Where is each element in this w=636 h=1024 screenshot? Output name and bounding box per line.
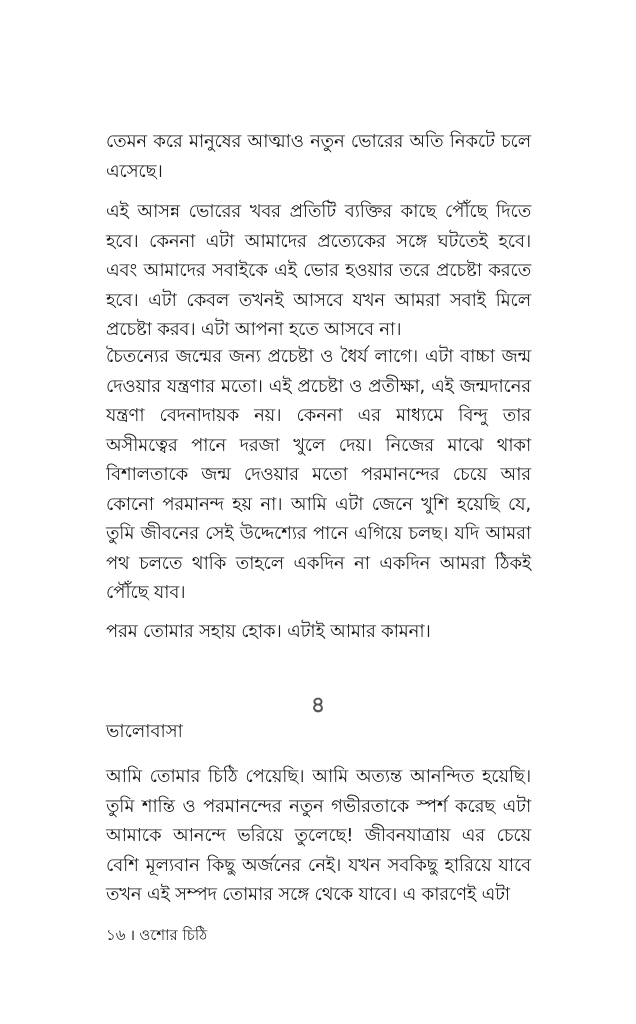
paragraph: আমি তোমার চিঠি পেয়েছি। আমি অত্যন্ত আনন্দিত হয়েছি। তুমি শান্তি ও পরমানন্দের নতুন গভীরতাকে স্পর্শ করেছ এটা আমাকে আনন্দে ভরিয়ে তুলেছে! জীবনযাত্রায় এর চেয়ে বেশি মূল্যবান কিছু অর্জনের নেই। যখন সবকিছু হারিয়ে যাবে তখন এই সম্পদ তোমার সঙ্গে থেকে যাবে। এ কারণেই এটা [106,766,531,905]
page-footer [106,924,207,949]
chapter-number: ৪ [310,693,326,718]
footer-separator: । [129,926,136,944]
book-title: ওশোর চিঠি [139,926,208,944]
paragraph: চৈতন্যের জন্মের জন্য প্রচেষ্টা ও ধৈর্য লাগে। এটা বাচ্চা জন্ম দেওয়ার যন্ত্রণার মতো। এই প্রচেষ্টা ও প্রতীক্ষা, এই জন্মদানের যন্ত্রণা বেদনাদায়ক নয়। কেননা এর মাধ্যমে বিন্দু তার অসীমত্বের পানে দরজা খুলে দেয়। নিজের মাঝে থাকা বিশালতাকে জন্ম দেওয়ার মতো পরমানন্দের চেয়ে আর কোনো পরমানন্দ হয় না। আমি এটা জেনে খুশি হয়েছি যে, তুমি জীবনের সেই উদ্দেশ্যের পানে এগিয়ে চলছ। যদি আমরা পথ চলতে থাকি তাহলে একদিন না একদিন আমরা ঠিকই পৌঁছে যাব। [106,346,531,603]
paragraph: তেমন করে মানুষের আত্মাও নতুন ভোরের অতি নিকটে চলে এসেছে। [106,131,531,182]
paragraph-closing: পরম তোমার সহায় হোক। এটাই আমার কামনা। [106,621,431,642]
page-number: ১৬ [106,926,126,944]
letter-salutation: ভালোবাসা [106,721,183,742]
paragraph: এই আসন্ন ভোরের খবর প্রতিটি ব্যক্তির কাছে পৌঁছে দিতে হবে। কেননা এটা আমাদের প্রত্যেকের সঙ্গে ঘটতেই হবে। এবং আমাদের সবাইকে এই ভোর হওয়ার তরে প্রচেষ্টা করতে হবে। এটা কেবল তখনই আসবে যখন আমরা সবাই মিলে প্রচেষ্টা করব। এটা আপনা হতে আসবে না। [106,201,531,340]
